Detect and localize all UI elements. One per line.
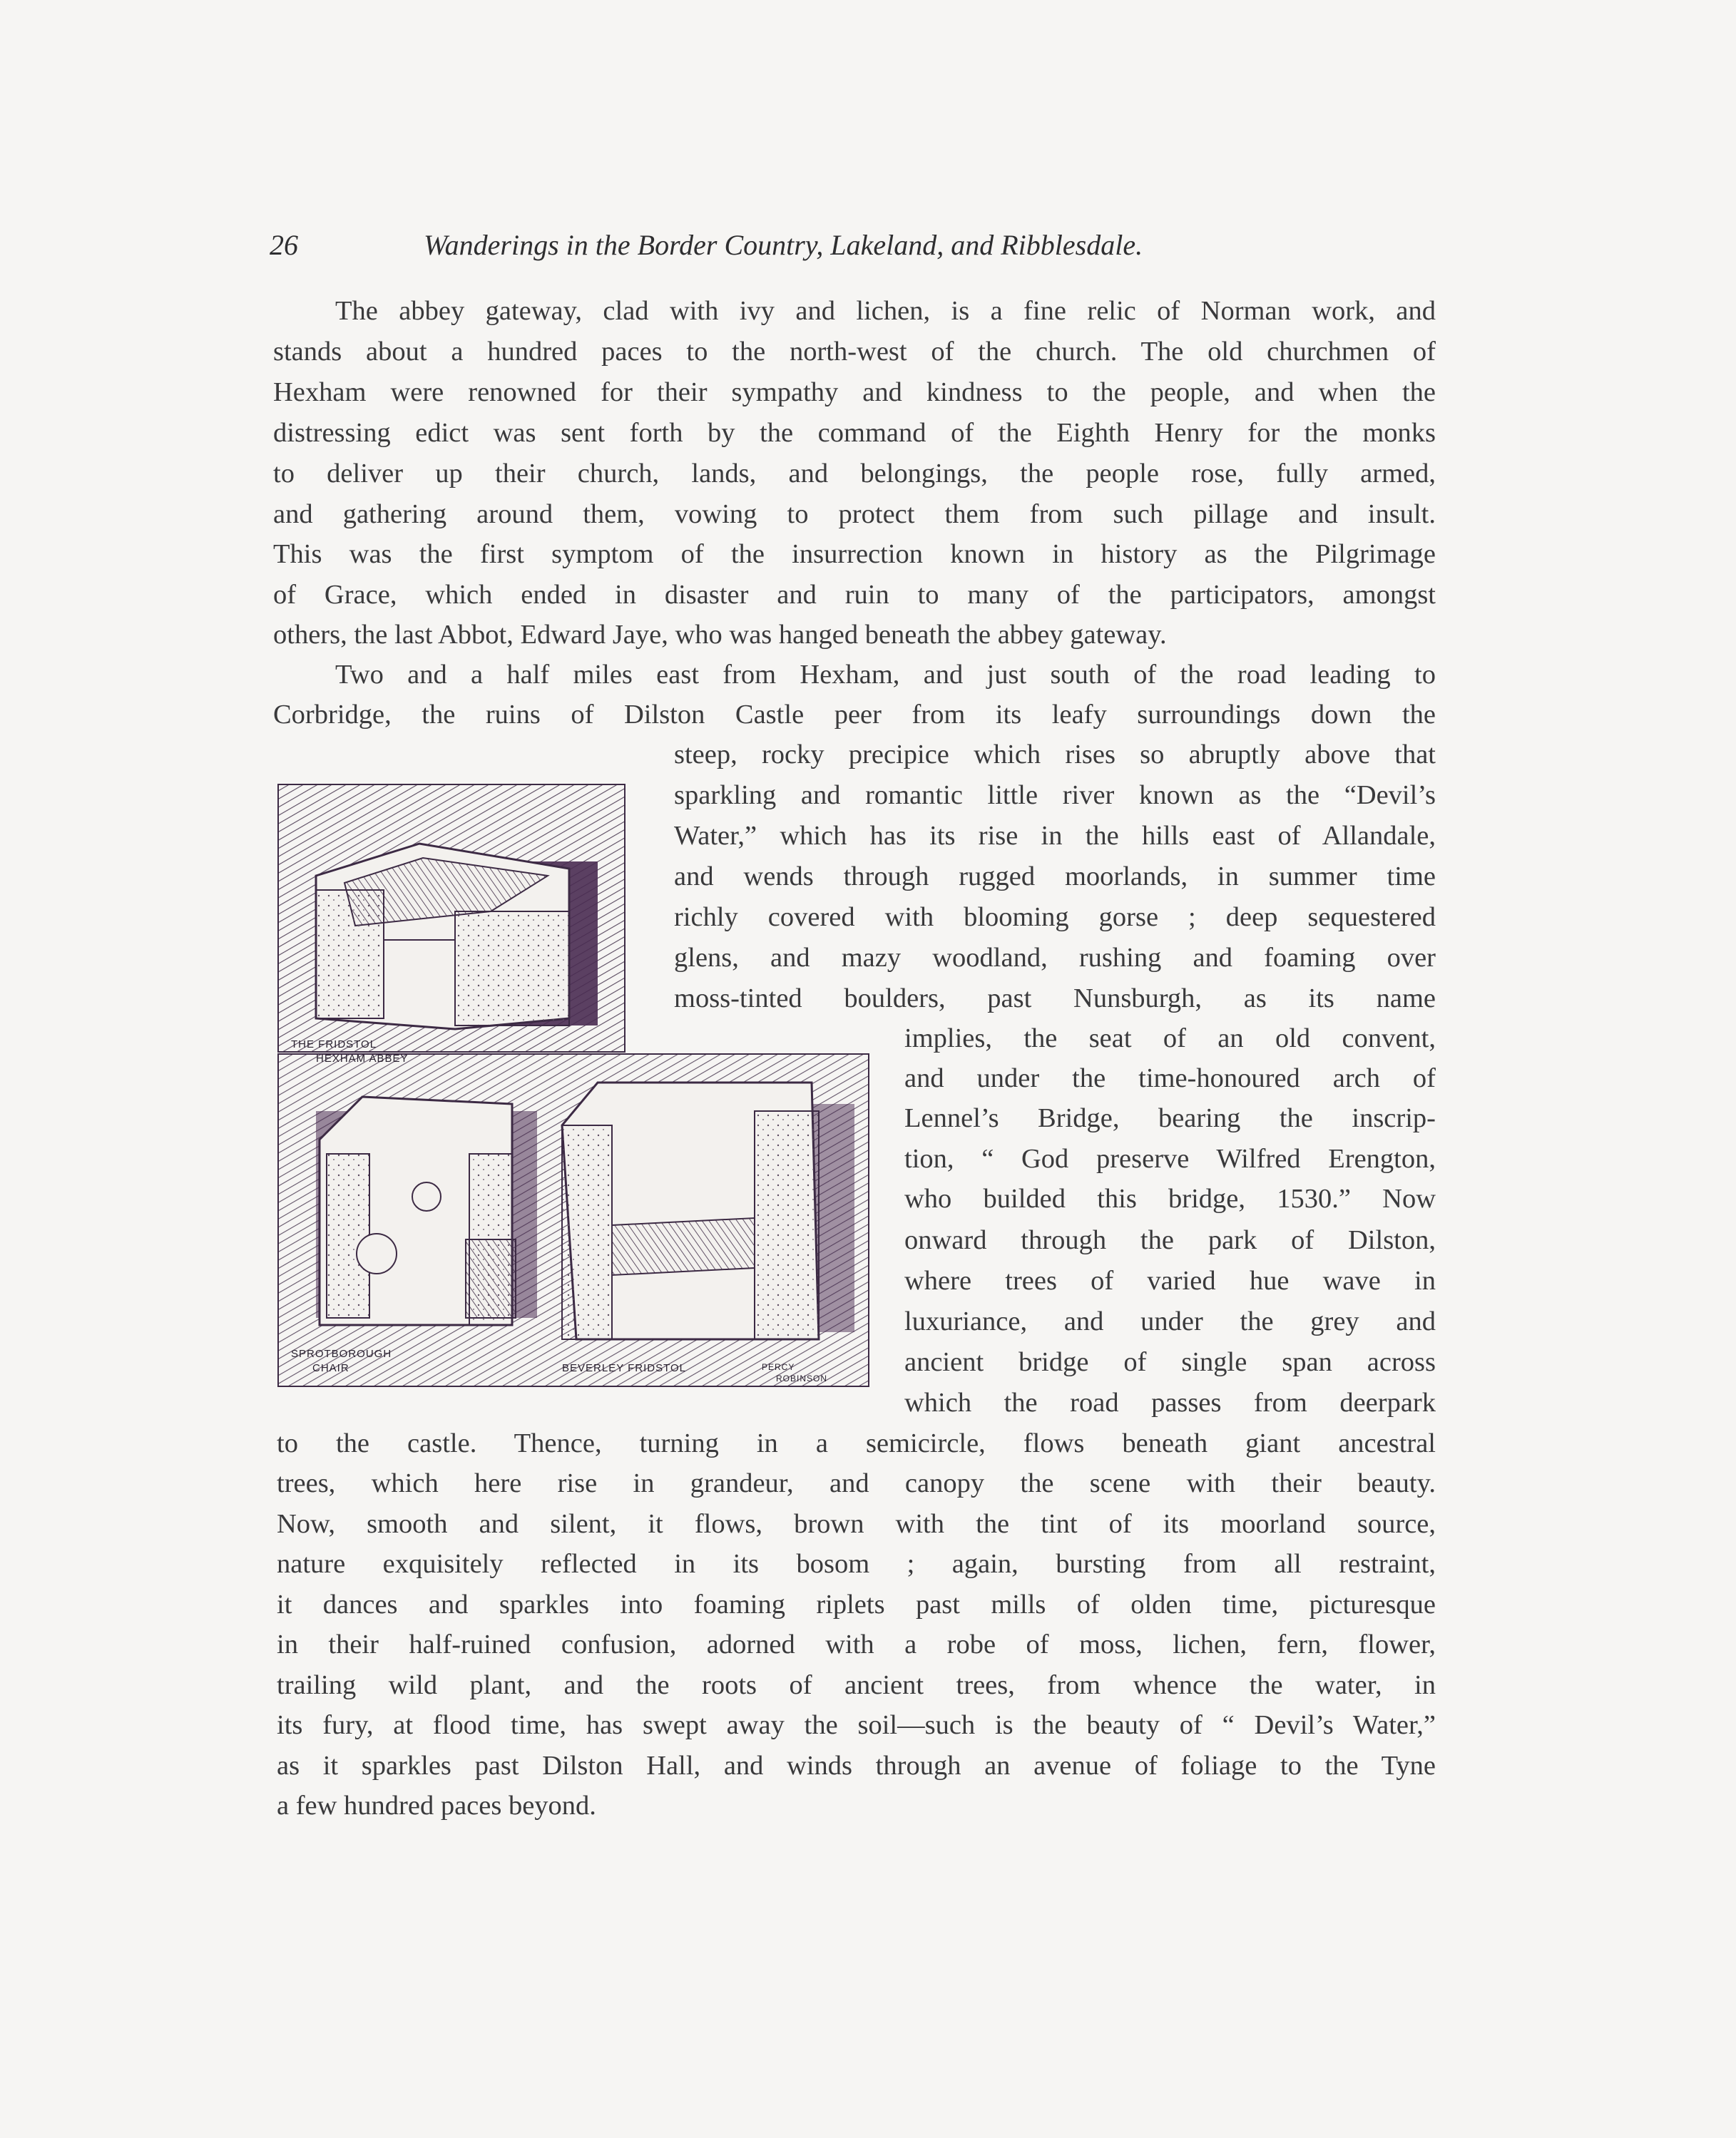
text-line: trees, which here rise in grandeur, and canopy the scene with their beauty. (277, 1468, 1436, 1498)
text-line: luxuriance, and under the grey and (904, 1306, 1436, 1336)
text-line: implies, the seat of an old convent, (904, 1023, 1436, 1053)
text-line: tion, “ God preserve Wilfred Erengton, (904, 1144, 1436, 1174)
text-line: moss-tinted boulders, past Nunsburgh, as its name (674, 983, 1436, 1013)
caption-sprotborough-line1: SPROTBOROUGH (291, 1348, 392, 1360)
text-line: The abbey gateway, clad with ivy and lichen, is a fine relic of Norman work, and (335, 296, 1436, 326)
text-line: and gathering around them, vowing to protect them from such pillage and insult. (273, 499, 1436, 529)
text-line: sparkling and romantic little river known as the “Devil’s (674, 780, 1436, 810)
text-line: and wends through rugged moorlands, in summer time (674, 861, 1436, 891)
text-line: Now, smooth and silent, it flows, brown with the tint of its moorland source, (277, 1509, 1436, 1539)
caption-sprotborough-line2: CHAIR (312, 1362, 349, 1374)
text-line: others, the last Abbot, Edward Jaye, who was hanged beneath the abbey gateway. (273, 620, 1167, 650)
text-line: as it sparkles past Dilston Hall, and winds through an avenue of foliage to the Tyne (277, 1751, 1436, 1781)
text-line: it dances and sparkles into foaming riplets past mills of olden time, picturesque (277, 1590, 1436, 1620)
text-line: richly covered with blooming gorse ; deep sequestered (674, 902, 1436, 932)
text-line: Lennel’s Bridge, bearing the inscrip- (904, 1103, 1436, 1133)
text-line: glens, and mazy woodland, rushing and foaming over (674, 943, 1436, 973)
text-line: distressing edict was sent forth by the command of the Eighth Henry for the monks (273, 418, 1436, 448)
page-number: 26 (270, 229, 298, 261)
text-line: stands about a hundred paces to the north-west of the church. The old churchmen of (273, 337, 1436, 367)
text-line: steep, rocky precipice which rises so abruptly above that (674, 740, 1436, 769)
text-line: ancient bridge of single span across (904, 1347, 1436, 1377)
text-line: nature exquisitely reflected in its bosom ; again, bursting from all restraint, (277, 1549, 1436, 1579)
sprotborough-beverley-panel (278, 1054, 869, 1386)
text-line: its fury, at flood time, has swept away the soil—such is the beauty of “ Devil’s Water,” (277, 1710, 1436, 1740)
text-line: who builded this bridge, 1530.” Now (904, 1184, 1436, 1214)
text-line: Corbridge, the ruins of Dilston Castle peer from its leafy surroundings down the (273, 700, 1436, 730)
running-title: Wanderings in the Border Country, Lakeland, and Ribblesdale. (424, 229, 1143, 261)
text-line: This was the first symptom of the insurrection known in history as the Pilgrimage (273, 539, 1436, 569)
caption-hexham-line1: THE FRIDSTOL (291, 1038, 377, 1050)
signature-line1: PERCY (762, 1362, 795, 1372)
signature-line2: ROBINSON (776, 1374, 828, 1383)
text-line: to the castle. Thence, turning in a semicircle, flows beneath giant ancestral (277, 1428, 1436, 1458)
caption-beverley: BEVERLEY FRIDSTOL (562, 1362, 687, 1374)
chairs-drawing (277, 783, 870, 1389)
text-line: which the road passes from deerpark (904, 1388, 1436, 1418)
text-line: to deliver up their church, lands, and belongings, the people rose, fully armed, (273, 459, 1436, 489)
text-line: in their half-ruined confusion, adorned with a robe of moss, lichen, fern, flower, (277, 1630, 1436, 1659)
text-line: onward through the park of Dilston, (904, 1225, 1436, 1255)
text-line: Hexham were renowned for their sympathy and kindness to the people, and when the (273, 377, 1436, 407)
hexham-fridstol-panel (278, 784, 625, 1052)
text-line: Water,” which has its rise in the hills east of Allandale, (674, 821, 1436, 851)
caption-hexham-line2: HEXHAM ABBEY (316, 1053, 409, 1065)
fridstol-illustration (277, 783, 870, 1389)
text-line: where trees of varied hue wave in (904, 1266, 1436, 1296)
text-line: trailing wild plant, and the roots of ancient trees, from whence the water, in (277, 1670, 1436, 1700)
text-line: and under the time-honoured arch of (904, 1063, 1436, 1093)
text-line: a few hundred paces beyond. (277, 1791, 596, 1821)
text-line: Two and a half miles east from Hexham, and just south of the road leading to (335, 660, 1436, 690)
text-line: of Grace, which ended in disaster and ruin to many of the participators, amongst (273, 580, 1436, 610)
